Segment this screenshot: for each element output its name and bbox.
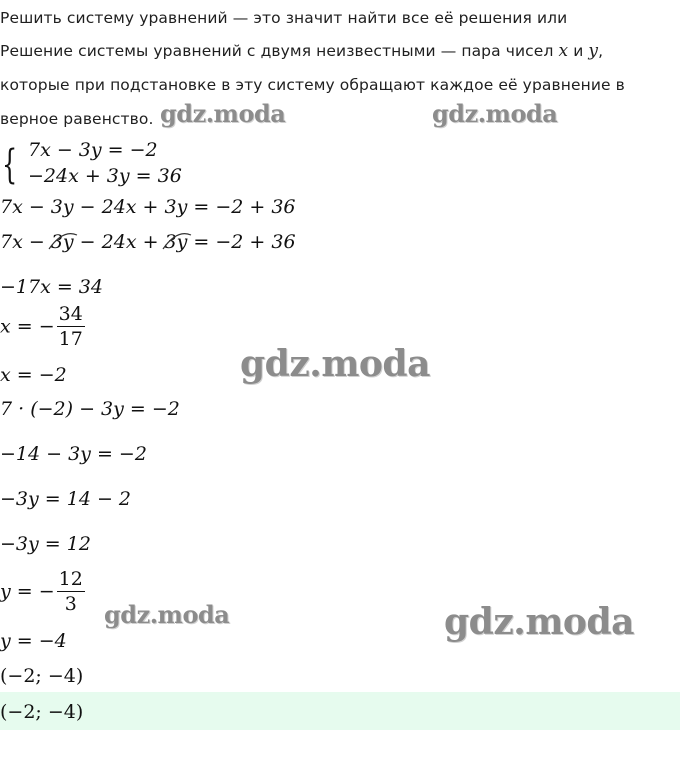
definition-line-2-text: Решение системы уравнений с двумя неизвестными — пара чисел — [0, 42, 559, 60]
x-fraction — [57, 302, 85, 351]
definition-line-1: Решить систему уравнений — это значит найти все её решения или — [0, 9, 568, 27]
watermark-5: gdz.moda — [444, 601, 634, 643]
system-equation-2: −24x + 3y = 36 — [28, 165, 182, 187]
final-answer: (−2; −4) — [0, 701, 84, 723]
step-y-value: y = −4 — [0, 630, 67, 652]
y-fraction-denominator: 3 — [64, 593, 77, 615]
watermark-4: gdz.moda — [104, 600, 230, 629]
step-minus3y-sum: −3y = 14 − 2 — [0, 488, 132, 510]
cancelled-term-2-text: 3y — [164, 231, 188, 253]
x-fraction-denominator: 17 — [58, 328, 83, 350]
step-x-value: x = −2 — [0, 364, 67, 386]
watermark-1: gdz.moda — [160, 99, 286, 128]
y-fraction — [57, 567, 85, 616]
step-sum: 7x − 3y − 24x + 3y = −2 + 36 — [0, 196, 296, 218]
step-minus14: −14 − 3y = −2 — [0, 443, 147, 465]
strike-mark-1 — [49, 233, 81, 253]
strike-mark-2 — [163, 233, 195, 253]
step-minus17x: −17x = 34 — [0, 276, 103, 298]
definition-line-2 — [0, 41, 603, 61]
definition-line-3: которые при подстановке в эту систему обращают каждое её уравнение в — [0, 76, 625, 94]
cancelled-term-1 — [51, 231, 74, 253]
definition-line-4: верное равенство. — [0, 110, 154, 128]
answer-highlight — [0, 692, 680, 730]
variable-y: y — [588, 41, 599, 61]
x-fraction-numerator: 34 — [58, 303, 83, 325]
cancelled-term-2 — [165, 231, 188, 253]
step-cancel-e: = −2 + 36 — [187, 231, 296, 253]
watermark-2: gdz.moda — [432, 99, 558, 128]
cancelled-term-1-text: 3y — [50, 231, 74, 253]
step-y-fraction — [0, 567, 85, 616]
definition-line-2-end: , — [598, 42, 604, 60]
step-x-fraction — [0, 302, 85, 351]
watermark-3: gdz.moda — [240, 343, 430, 385]
solution-pair: (−2; −4) — [0, 665, 84, 687]
y-fraction-lhs: y = − — [0, 580, 55, 603]
y-fraction-numerator: 12 — [58, 568, 83, 590]
system-brace: { — [2, 142, 18, 188]
step-cancel — [0, 231, 296, 253]
step-cancel-c: − 24x + — [73, 231, 165, 253]
variable-x: x — [558, 41, 569, 61]
step-substitution: 7 · (−2) − 3y = −2 — [0, 398, 180, 420]
system-equation-1: 7x − 3y = −2 — [28, 139, 158, 161]
step-minus3y-12: −3y = 12 — [0, 533, 91, 555]
step-cancel-a: 7x − — [0, 231, 51, 253]
word-and: и — [568, 42, 589, 60]
x-fraction-lhs: x = − — [0, 315, 55, 338]
